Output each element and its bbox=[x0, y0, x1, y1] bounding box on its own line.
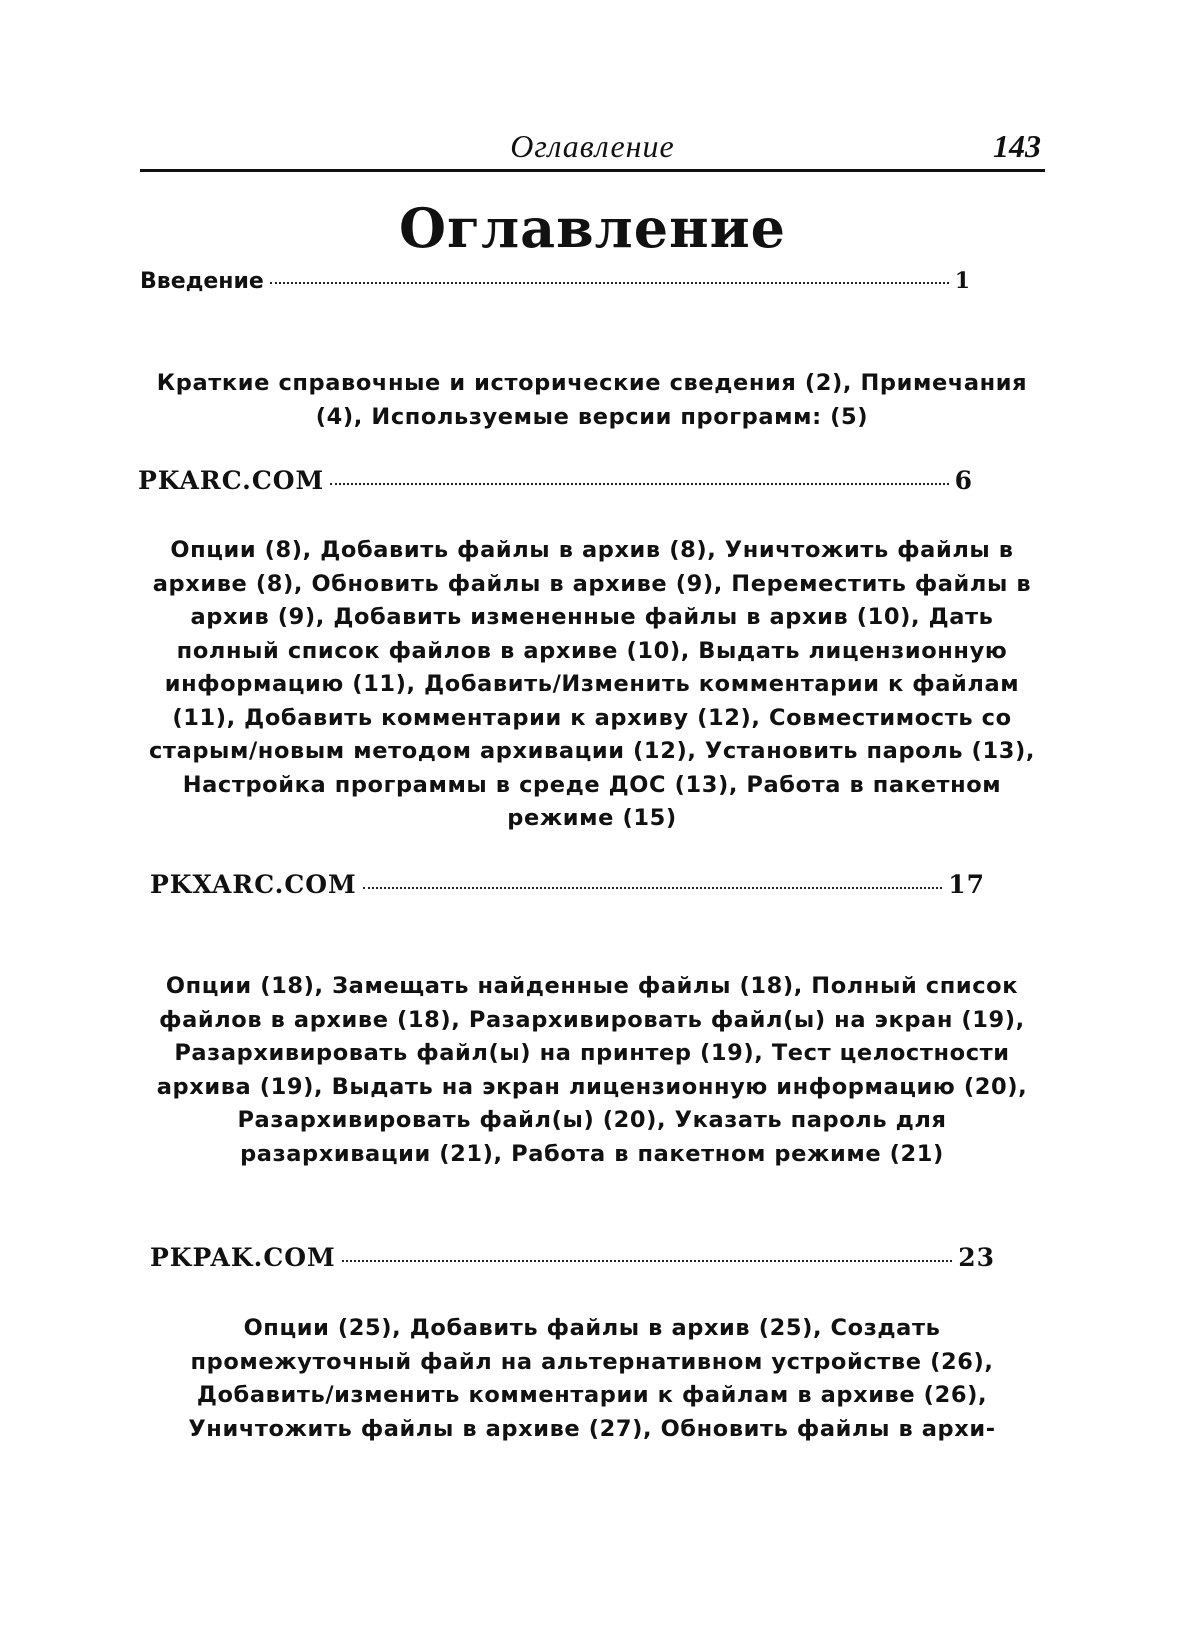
toc-entry-page: 17 bbox=[948, 870, 985, 899]
page-title: Оглавление bbox=[398, 196, 787, 260]
dot-leader bbox=[330, 483, 948, 485]
header-rule bbox=[140, 169, 1045, 172]
toc-entry-description: Опции (25), Добавить файлы в архив (25), Создать промежуточный файл на альтернативном устройстве (26), Добавить/изменить комментарии к файлам в архиве (26), Уничтожить файлы в архиве (27), Обновить файлы в архи- bbox=[188, 1315, 996, 1442]
toc-entry-page: 23 bbox=[958, 1243, 995, 1272]
toc-entry-description: Краткие справочные и исторические сведения (2), Примечания (4), Используемые версии программ: (5) bbox=[156, 370, 1028, 430]
toc-entry-label: PKARC.COM bbox=[138, 466, 325, 495]
dot-leader bbox=[363, 887, 942, 889]
page-number: 143 bbox=[993, 128, 1041, 164]
dot-leader bbox=[270, 282, 949, 284]
toc-entry-label: PKPAK.COM bbox=[150, 1243, 336, 1272]
toc-entry-description: Опции (18), Замещать найденные файлы (18), Полный список файлов в архиве (18), Разархивировать файл(ы) на экран (19), Разархивировать файл(ы) на принтер (19), Тест целостности архива (19), Выдать на экран лицензионную информацию (20), Разархивировать файл(ы) (20), Указать пароль для разархивации (21), Работа в пакетном режиме (21) bbox=[156, 973, 1028, 1167]
toc-entry-page: 1 bbox=[954, 268, 970, 294]
running-header bbox=[140, 118, 1045, 168]
toc-entry-label: Введение bbox=[140, 269, 264, 294]
toc-entry-pkxarc bbox=[150, 870, 985, 899]
dot-leader bbox=[342, 1260, 953, 1262]
toc-entry-label: PKXARC.COM bbox=[150, 870, 357, 899]
toc-entry-pkpak bbox=[150, 1243, 995, 1272]
toc-entry-introduction bbox=[140, 268, 970, 294]
toc-entry-description: Опции (8), Добавить файлы в архив (8), Уничтожить файлы в архиве (8), Обновить файлы в архиве (9), Переместить файлы в архив (9), Добавить измененные файлы в архив (10), Дать полный список файлов в архиве (10), Выдать лицензионную информацию (11), Добавить/Изменить комментарии к файлам (11), Добавить комментарии к архиву (12), Совместимость со старым/новым методом архивации (12), Установить пароль (13), Настройка программы в среде ДОС (13), Работа в пакетном режиме (15) bbox=[148, 537, 1035, 831]
toc-entry-pkarc bbox=[138, 466, 973, 495]
running-title: Оглавление bbox=[510, 128, 675, 164]
toc-entry-page: 6 bbox=[954, 466, 973, 495]
